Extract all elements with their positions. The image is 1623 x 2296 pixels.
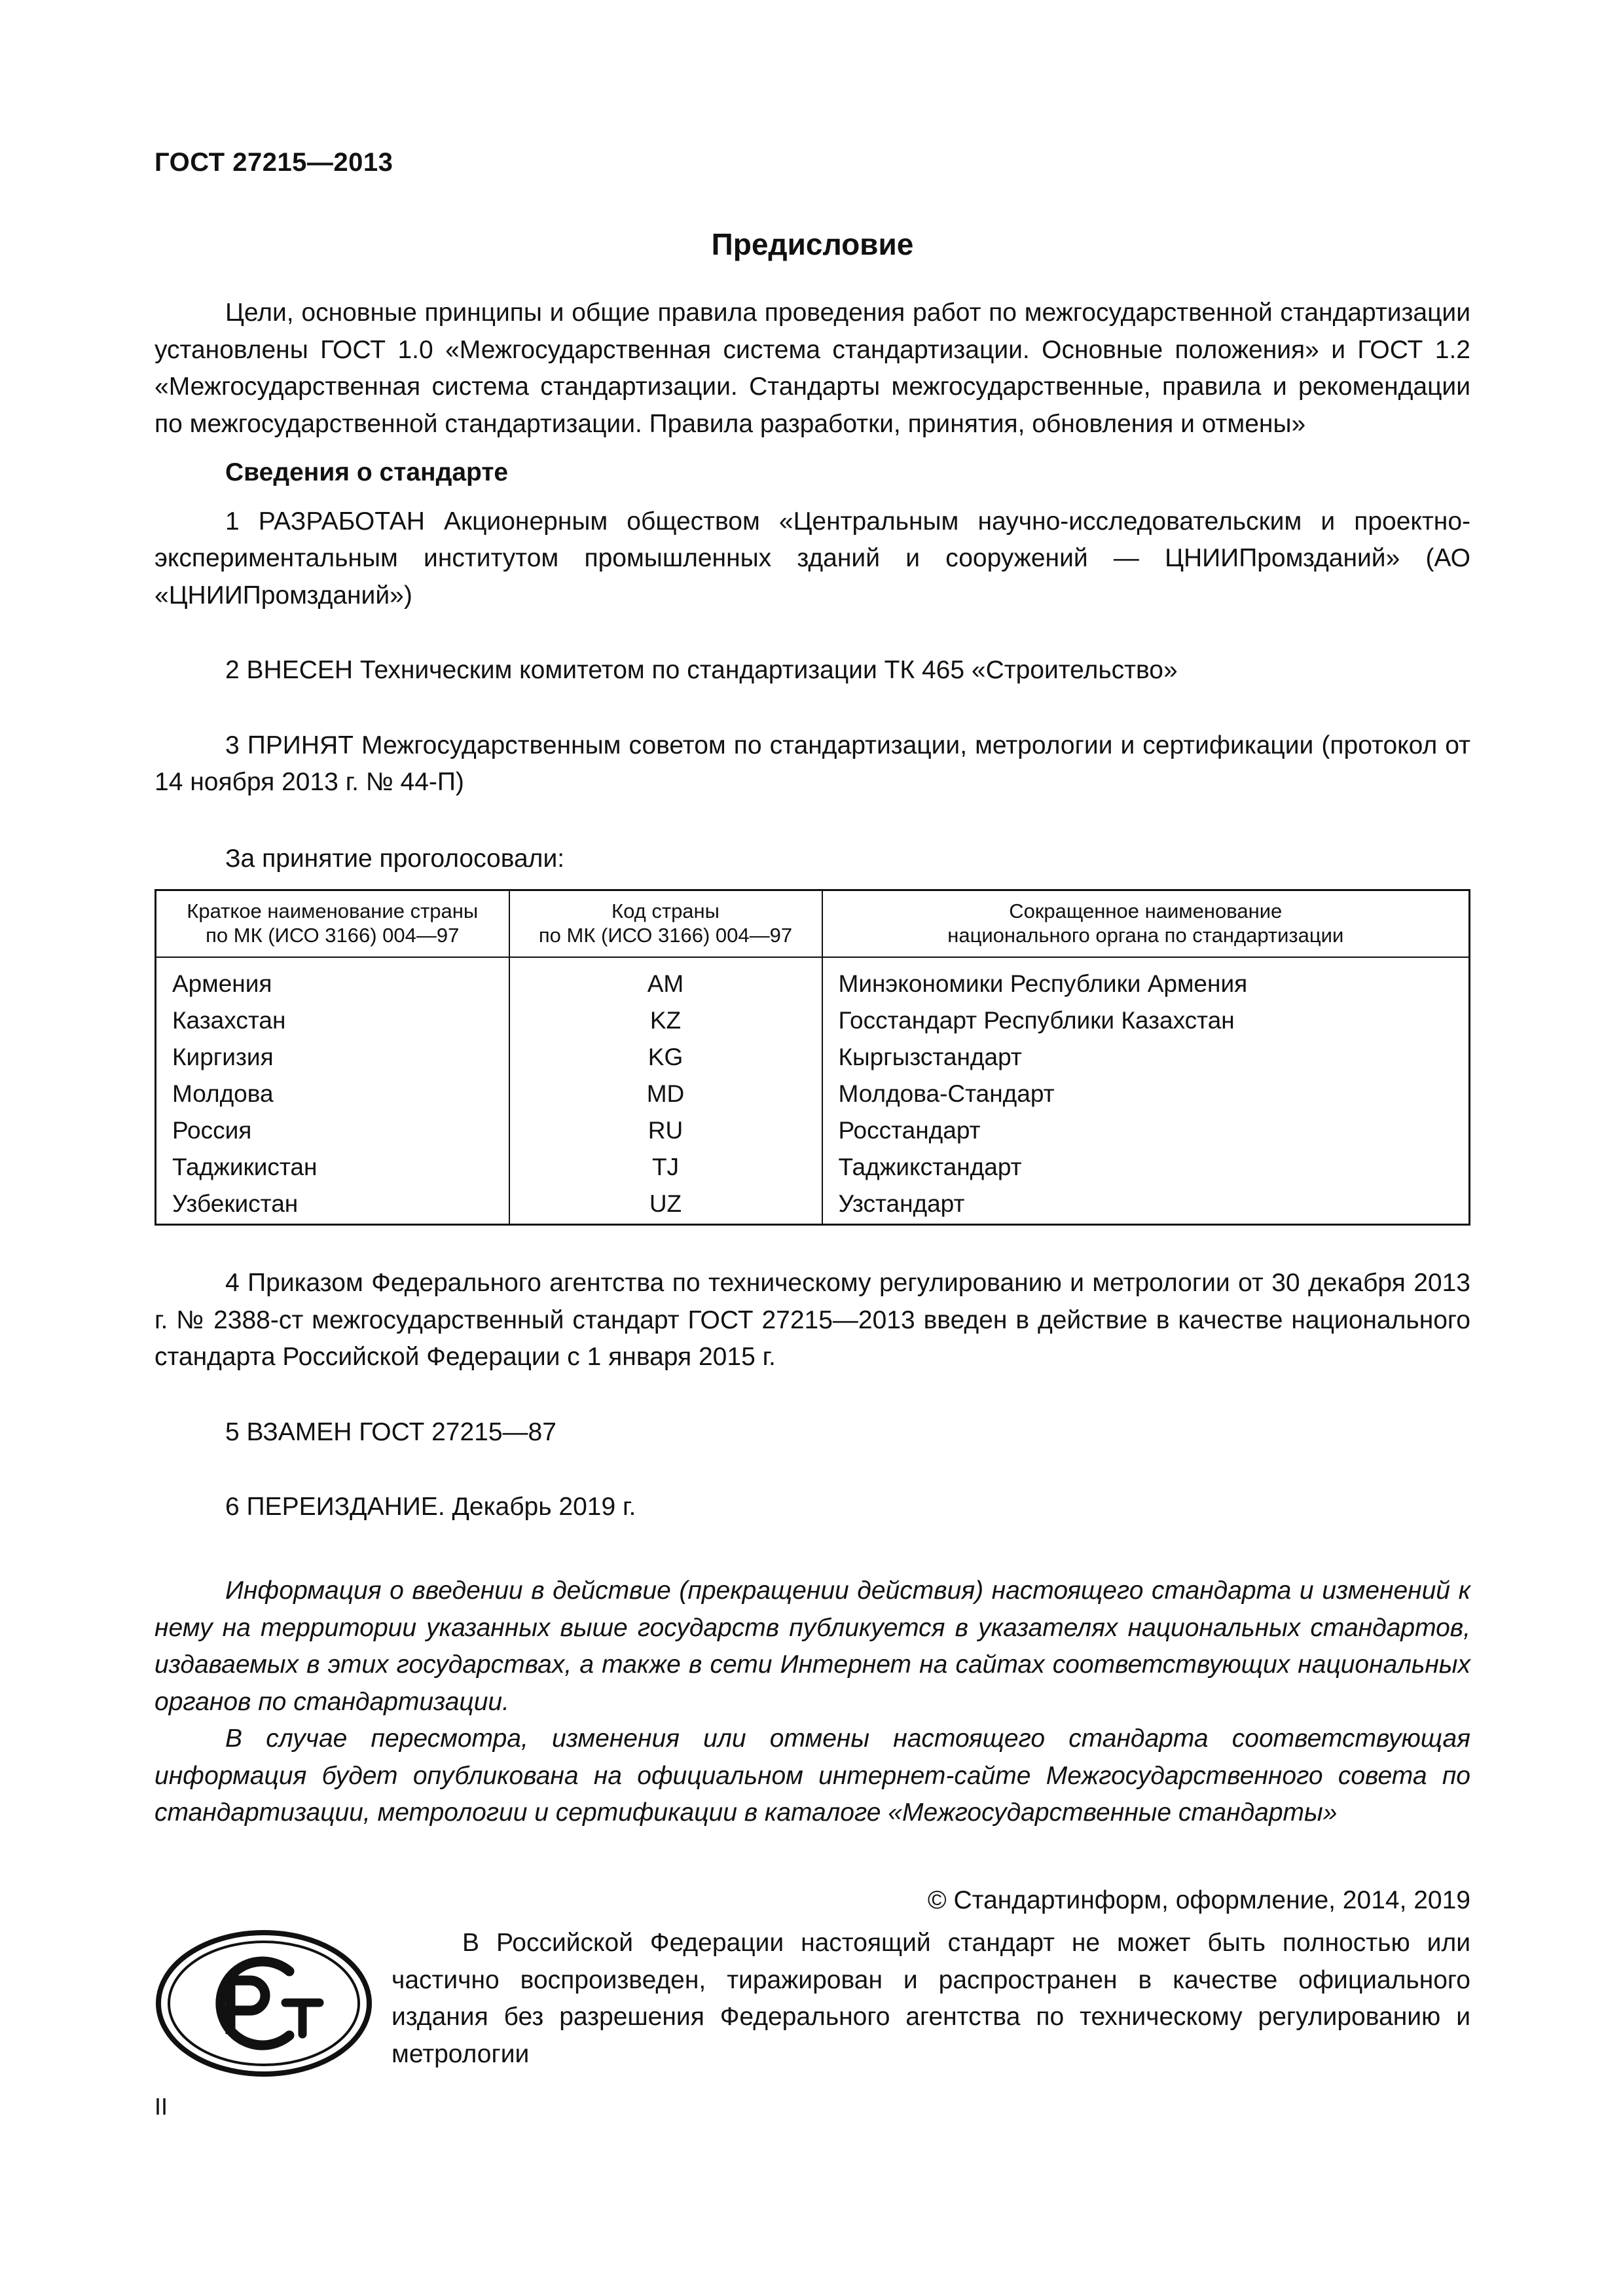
table-row xyxy=(156,1002,1470,1039)
agency-cell: Узстандарт xyxy=(822,1186,1470,1225)
about-standard-heading: Сведения о стандарте xyxy=(225,458,509,486)
country-code-cell: TJ xyxy=(509,1149,822,1186)
voting-countries-table xyxy=(155,889,1470,1226)
table-header-row xyxy=(156,890,1470,958)
country-code-cell: KG xyxy=(509,1039,822,1076)
item-replaces: 5 ВЗАМЕН ГОСТ 27215—87 xyxy=(225,1417,556,1446)
page-number: II xyxy=(155,2093,168,2120)
table-row xyxy=(156,1149,1470,1186)
copyright-restriction-notice: В Российской Федерации настоящий стандарт не может быть полностью или частично воспроизведен, тиражирован и распространен в качестве официального издания без разрешения Федерального агентства по техническому регулированию и метрологии xyxy=(392,1929,1470,2068)
country-cell: Таджикистан xyxy=(172,1154,318,1180)
agency-cell: Минэкономики Республики Армения xyxy=(822,957,1470,1002)
country-cell: Россия xyxy=(172,1117,252,1144)
header-line: Код страны xyxy=(611,900,720,922)
item-enacted: 4 Приказом Федерального агентства по техническому регулированию и метрологии от 30 декабря 2013 г. № 2388-ст межгосударственный стандарт ГОСТ 27215—2013 введен в действие в качестве национального стандарта Российской Федерации с 1 января 2015 г. xyxy=(155,1269,1470,1371)
country-code-cell: RU xyxy=(509,1112,822,1149)
country-cell: Узбекистан xyxy=(172,1190,299,1217)
header-line: по МК (ИСО 3166) 004—97 xyxy=(206,924,460,947)
table-row xyxy=(156,1039,1470,1076)
agency-cell: Росстандарт xyxy=(822,1112,1470,1149)
country-cell: Киргизия xyxy=(172,1044,274,1070)
item-reissue: 6 ПЕРЕИЗДАНИЕ. Декабрь 2019 г. xyxy=(225,1493,636,1521)
agency-cell: Госстандарт Республики Казахстан xyxy=(822,1002,1470,1039)
foreword-content xyxy=(155,295,1470,1526)
country-code-cell: MD xyxy=(509,1076,822,1112)
country-cell: Казахстан xyxy=(172,1007,286,1034)
country-code-cell: KZ xyxy=(509,1002,822,1039)
item-introduced: 2 ВНЕСЕН Техническим комитетом по стандартизации ТК 465 «Строительство» xyxy=(225,656,1178,684)
item-adopted: 3 ПРИНЯТ Межгосударственным советом по стандартизации, метрологии и сертификации (протокол от 14 ноября 2013 г. № 44-П) xyxy=(155,731,1470,796)
intro-paragraph: Цели, основные принципы и общие правила проведения работ по межгосударственной стандартизации установлены ГОСТ 1.0 «Межгосударственная система стандартизации. Основные положения» и ГОСТ 1.2 «Межгосударственная система стандартизации. Стандарты межгосударственные, правила и рекомендации по межгосударственной стандартизации. Правила разработки, принятия, обновления и отмены» xyxy=(155,299,1470,438)
agency-cell: Молдова-Стандарт xyxy=(822,1076,1470,1112)
agency-cell: Таджикстандарт xyxy=(822,1149,1470,1186)
country-code-cell: UZ xyxy=(509,1186,822,1225)
country-code-cell: AM xyxy=(509,957,822,1002)
header-line: национального органа по стандартизации xyxy=(947,924,1344,947)
info-paragraph: В случае пересмотра, изменения или отмены настоящего стандарта соответствующая информация будет опубликована на официальном интернет-сайте Межгосударственного совета по стандартизации, метрологии и сертификации в каталоге «Межгосударственные стандарты» xyxy=(155,1724,1470,1827)
header-line: Краткое наименование страны xyxy=(187,900,479,922)
table-row xyxy=(156,1112,1470,1149)
column-header-code xyxy=(509,890,822,958)
table-row xyxy=(156,1076,1470,1112)
table-row xyxy=(156,1186,1470,1225)
pct-certification-mark-icon xyxy=(155,1928,374,2079)
column-header-country xyxy=(156,890,509,958)
voted-label: За принятие проголосовали: xyxy=(225,844,565,873)
column-header-agency xyxy=(822,890,1470,958)
publication-info-block xyxy=(155,1573,1470,1832)
item-developed: 1 РАЗРАБОТАН Акционерным обществом «Центральным научно-исследовательским и проектно-экспериментальным институтом промышленных зданий и сооружений — ЦНИИПромзданий» (АО «ЦНИИПромзданий») xyxy=(155,507,1470,610)
table-row xyxy=(156,957,1470,1002)
copyright-line: © Стандартинформ, оформление, 2014, 2019 xyxy=(927,1886,1470,1914)
standard-code-header: ГОСТ 27215—2013 xyxy=(155,148,393,177)
header-line: по МК (ИСО 3166) 004—97 xyxy=(538,924,793,947)
header-line: Сокращенное наименование xyxy=(1009,900,1283,922)
country-cell: Армения xyxy=(172,970,272,997)
info-paragraph: Информация о введении в действие (прекращении действия) настоящего стандарта и изменений к нему на территории указанных выше государств публикуется в указателях национальных стандартов, издаваемых в этих государствах, а также в сети Интернет на сайтах соответствующих национальных органов по стандартизации. xyxy=(155,1576,1470,1716)
country-cell: Молдова xyxy=(172,1080,274,1107)
agency-cell: Кыргызстандарт xyxy=(822,1039,1470,1076)
page-title: Предисловие xyxy=(711,227,914,261)
